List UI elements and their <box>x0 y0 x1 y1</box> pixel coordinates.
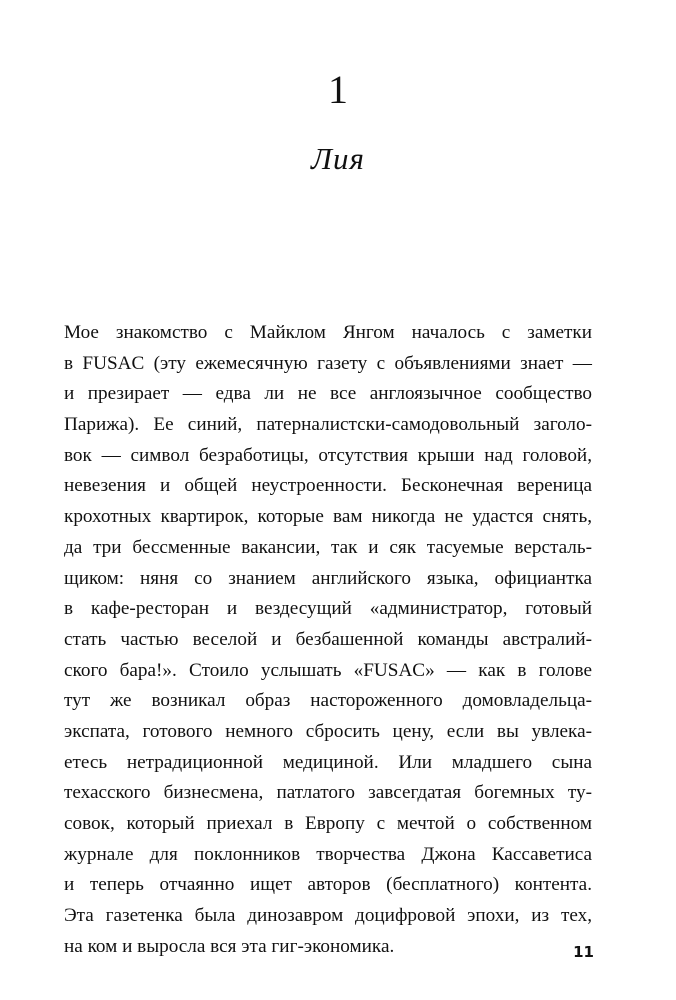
text-line: в кафе-ресторан и вездесущий «администратор, готовый <box>64 598 592 620</box>
text-line: экспата, готового немного сбросить цену, если вы увлека- <box>64 720 592 742</box>
text-line: стать частью веселой и безбашенной команды австралий- <box>64 628 592 650</box>
page-number: 11 <box>573 943 594 961</box>
text-line: Эта газетенка была динозавром доцифровой эпохи, из тех, <box>64 905 592 927</box>
text-line: Парижа). Ее синий, патерналистски-самодовольный заголо- <box>64 414 592 436</box>
text-line: да три бессменные вакансии, так и сяк тасуемые версталь- <box>64 536 592 558</box>
chapter-number: 1 <box>328 67 348 112</box>
text-line: и теперь отчаянно ищет авторов (бесплатного) контента. <box>64 874 592 896</box>
text-line: журнале для поклонников творчества Джона Кассаветиса <box>64 843 592 865</box>
text-line: в FUSAC (эту ежемесячную газету с объявлениями знает — <box>64 352 592 374</box>
text-line: на ком и выросла вся эта гиг-экономика. <box>64 935 395 957</box>
text-line: крохотных квартирок, которые вам никогда не удастся снять, <box>64 506 592 528</box>
text-line: ского бара!». Стоило услышать «FUSAC» — как в голове <box>64 659 592 681</box>
text-line: совок, который приехал в Европу с мечтой о собственном <box>64 813 592 834</box>
text-line: Мое знакомство с Майклом Янгом началось с заметки <box>64 322 592 343</box>
text-line: и презирает — едва ли не все англоязычное сообщество <box>64 383 592 405</box>
text-line: щиком: няня со знанием английского языка, официантка <box>64 567 592 589</box>
text-line: тут же возникал образ настороженного домовладельца- <box>64 690 592 712</box>
text-line: етесь нетрадиционной медициной. Или младшего сына <box>64 751 592 773</box>
text-line: невезения и общей неустроенности. Бесконечная вереница <box>64 475 592 497</box>
text-line: вок — символ безработицы, отсутствия крыши над головой, <box>64 444 592 466</box>
text-line: техасского бизнесмена, патлатого завсегдатая богемных ту- <box>64 782 592 804</box>
chapter-title: Лия <box>311 141 365 176</box>
body-paragraph <box>64 318 592 962</box>
